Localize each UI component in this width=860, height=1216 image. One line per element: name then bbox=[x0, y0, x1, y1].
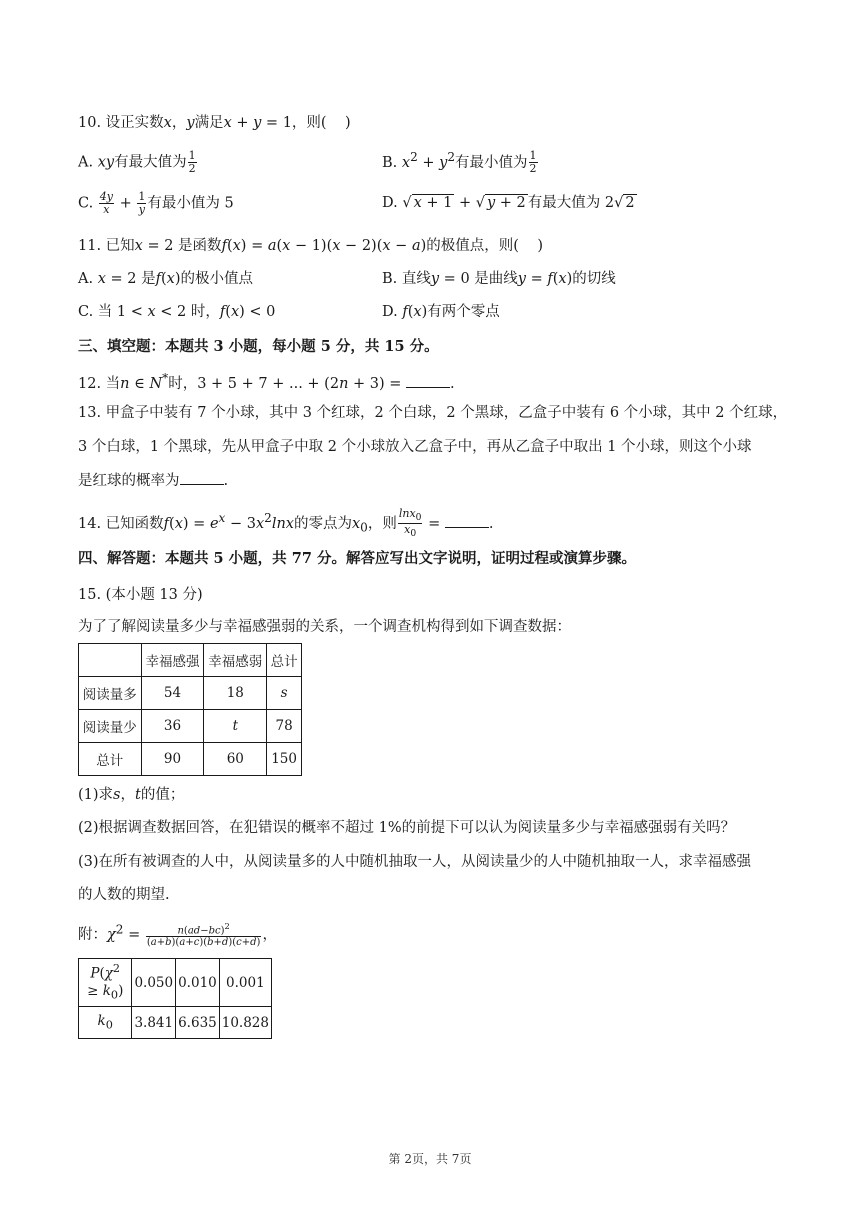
table-cell bbox=[79, 644, 142, 677]
table-cell: 幸福感强 bbox=[141, 644, 204, 677]
table-row bbox=[79, 710, 302, 743]
q10-option-a: A. xy有最大值为 $\frac{1}{2}$ bbox=[78, 149, 196, 176]
probability-label-cell: $P(\chi^2$ ≥ $k_0$) bbox=[79, 959, 132, 1007]
table-cell: 阅读量多 bbox=[79, 677, 142, 710]
table-cell: 幸福感弱 bbox=[204, 644, 267, 677]
table-cell: 18 bbox=[204, 677, 267, 710]
section4-heading: 四、解答题：本题共 5 小题，共 77 分。解答应写出文字说明，证明过程或演算步骤。 bbox=[78, 550, 636, 567]
q10-option-b: B. $x^2 + y^2$有最小值为 $\frac{1}{2}$ bbox=[382, 149, 537, 176]
q15-head: 15. (本小题 13 分) bbox=[78, 587, 203, 603]
q13-line3: 是红球的概率为 . bbox=[78, 473, 229, 489]
table-cell: t bbox=[204, 710, 267, 743]
table-cell: 90 bbox=[141, 743, 204, 776]
q15-appendix-formula: 附：$\chi^2$ = $\frac{n(ad-bc)^2}{(a+b)(a+c)(b+d)(c+d)}$ ， bbox=[78, 921, 277, 949]
q11-stem: 11. 已知x = 2 是函数f(x) = a(x − 1)(x − 2)(x − a)的极值点，则( ) bbox=[78, 238, 544, 254]
critical-value-table bbox=[78, 958, 272, 1039]
q13-line2: 3 个白球，1 个黑球，先从甲盒子中取 2 个小球放入乙盒子中，再从乙盒子中取出 1 个小球，则这个小球 bbox=[78, 439, 752, 455]
table-row bbox=[79, 677, 302, 710]
table-cell: 阅读量少 bbox=[79, 710, 142, 743]
q15-part2: (2)根据调查数据回答，在犯错误的概率不超过 1%的前提下可以认为阅读量多少与幸福感强弱有关吗？ bbox=[78, 820, 736, 836]
section3-heading: 三、填空题：本题共 3 小题，每小题 5 分，共 15 分。 bbox=[78, 338, 439, 355]
q11-option-b: B. 直线y = 0 是曲线y = f(x)的切线 bbox=[382, 271, 616, 287]
table-cell: 总计 bbox=[267, 644, 302, 677]
table-cell: 0.001 bbox=[219, 959, 271, 1007]
q15-intro: 为了了解阅读量多少与幸福感强弱的关系，一个调查机构得到如下调查数据： bbox=[78, 619, 571, 635]
table-cell: 36 bbox=[141, 710, 204, 743]
table-cell: 0.050 bbox=[132, 959, 176, 1007]
table-cell: 3.841 bbox=[132, 1007, 176, 1039]
page-footer: 第 2页，共 7页 bbox=[388, 1152, 472, 1166]
table-cell: s bbox=[267, 677, 302, 710]
survey-table-header-row bbox=[79, 644, 302, 677]
q12-text: 12. 当n ∈ N*时，3 + 5 + 7 + ... + (2n + 3) = . bbox=[78, 371, 455, 392]
q14-text: 14. 已知函数$f(x) = e^x - 3x^2\ln x$的零点为$x_0$，则 $\frac{\ln x_0}{x_0}$ = . bbox=[78, 507, 494, 540]
q10-option-d: D. √ x + 1 + √ y + 2 有最大值为 2√ 2 bbox=[382, 195, 635, 211]
critical-value-header-row bbox=[79, 959, 272, 1007]
table-cell: 总计 bbox=[79, 743, 142, 776]
table-cell: 0.010 bbox=[176, 959, 220, 1007]
q10-stem: 10. 设正实数x，y满足x + y = 1，则( ) bbox=[78, 115, 351, 131]
table-row bbox=[79, 1007, 272, 1039]
q15-part3-line2: 的人数的期望. bbox=[78, 887, 170, 903]
table-cell: 78 bbox=[267, 710, 302, 743]
table-cell: 60 bbox=[204, 743, 267, 776]
q11-option-d: D. f(x)有两个零点 bbox=[382, 304, 500, 320]
q11-option-c: C. 当 1 < x < 2 时，f(x) < 0 bbox=[78, 304, 276, 320]
table-cell: 54 bbox=[141, 677, 204, 710]
survey-table bbox=[78, 643, 302, 776]
table-cell: 150 bbox=[267, 743, 302, 776]
q15-part1: (1)求s，t的值； bbox=[78, 787, 185, 803]
table-cell: 6.635 bbox=[176, 1007, 220, 1039]
k0-label-cell: $k_0$ bbox=[79, 1007, 132, 1039]
table-row bbox=[79, 743, 302, 776]
table-cell: 10.828 bbox=[219, 1007, 271, 1039]
q11-option-a: A. x = 2 是f(x)的极小值点 bbox=[78, 271, 253, 287]
q13-line1: 13. 甲盒子中装有 7 个小球，其中 3 个红球，2 个白球，2 个黑球，乙盒子中装有 6 个小球，其中 2 个红球， bbox=[78, 405, 788, 421]
q10-option-c: C. $\frac{4y}{x}$ + $\frac{1}{y}$ 有最小值为 5 bbox=[78, 190, 234, 217]
q15-part3-line1: (3)在所有被调查的人中，从阅读量多的人中随机抽取一人，从阅读量少的人中随机抽取一人，求幸福感强 bbox=[78, 854, 752, 870]
